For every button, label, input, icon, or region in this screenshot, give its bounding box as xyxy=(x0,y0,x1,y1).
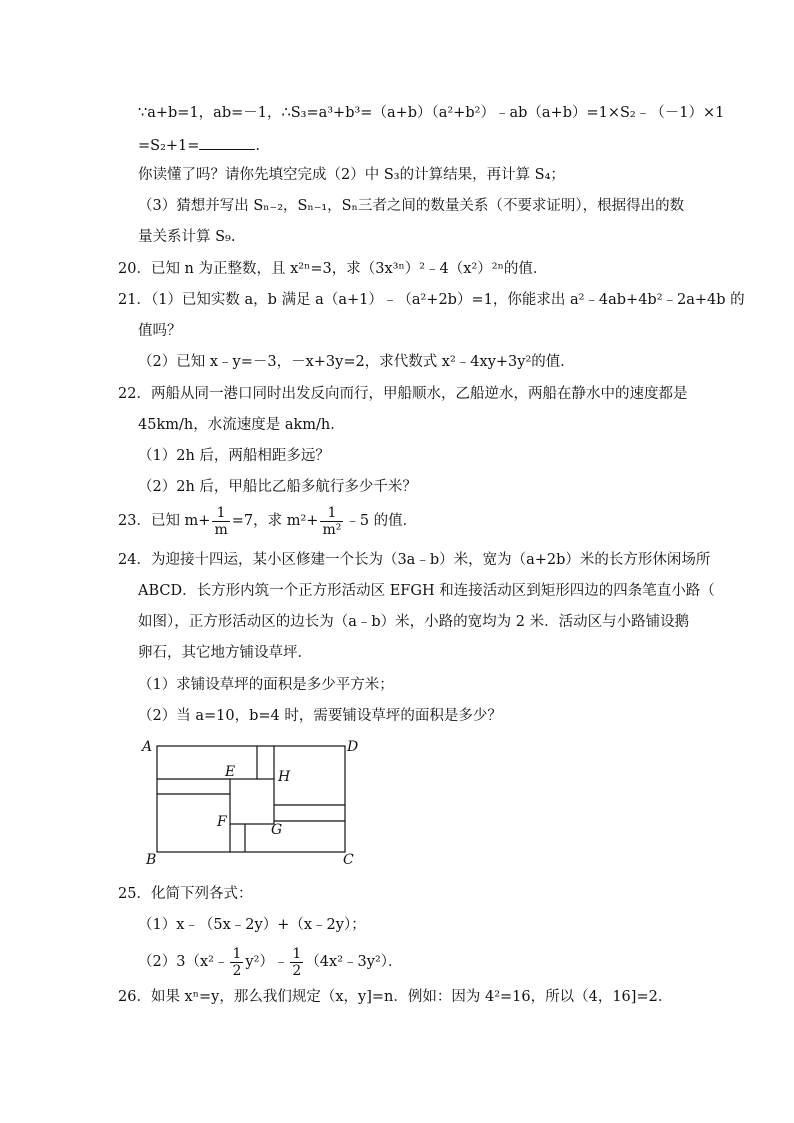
text-fragment: =7，求 m²+ xyxy=(231,513,319,529)
text-line: ∵a+b=1，ab=－1，∴S₃=a³+b³=（a+b）（a²+b²）﹣ab（a+b）=1×S₂﹣（－1）×1 xyxy=(138,105,725,121)
fraction xyxy=(212,505,229,538)
text-fragment: 23．已知 m+ xyxy=(118,513,211,529)
question-20: 20．已知 n 为正整数，且 x²ⁿ=3，求（3x³ⁿ）²﹣4（x²）²ⁿ的值． xyxy=(118,261,548,277)
text-fragment: =S₂+1= xyxy=(138,138,200,154)
text-line: 值吗？ xyxy=(138,323,182,339)
text-line xyxy=(138,135,260,155)
label-c: C xyxy=(343,852,354,868)
fraction-denominator: 2 xyxy=(292,962,302,979)
text-line: 量关系计算 S₉. xyxy=(138,229,236,245)
fraction xyxy=(320,505,343,538)
fraction xyxy=(230,946,243,979)
question-24: 24．为迎接十四运，某小区修建一个长为（3a﹣b）米，宽为（a+2b）米的长方形休闲场所 xyxy=(118,552,711,568)
question-25: 25．化简下列各式： xyxy=(118,886,253,902)
fraction-denominator: m² xyxy=(322,521,342,538)
outer-rectangle xyxy=(157,746,345,852)
text-fragment: （4x²﹣3y²）． xyxy=(305,954,403,970)
fraction-numerator: 1 xyxy=(232,945,242,962)
text-line: 45km/h，水流速度是 akm/h． xyxy=(138,417,345,433)
label-e: E xyxy=(225,764,236,780)
label-g: G xyxy=(271,822,283,838)
text-line: （1）2h 后，两船相距多远？ xyxy=(138,448,330,464)
text-line: （2）当 a=10，b=4 时，需要铺设草坪的面积是多少？ xyxy=(138,708,502,724)
rectangle-figure xyxy=(140,737,365,872)
figure-diagram xyxy=(140,737,365,872)
text-line: 你读懂了吗？请你先填空完成（2）中 S₃的计算结果，再计算 S₄； xyxy=(138,167,565,183)
fraction-denominator: m xyxy=(214,521,228,538)
label-a: A xyxy=(142,739,153,755)
text-fragment: . xyxy=(255,138,261,154)
question-21: 21．（1）已知实数 a，b 满足 a（a+1）﹣（a²+2b）=1，你能求出 a²﹣4ab+4b²﹣2a+4b 的 xyxy=(118,292,745,308)
label-b: B xyxy=(146,852,157,868)
text-line: （1）求铺设草坪的面积是多少平方米； xyxy=(138,677,394,693)
text-line: （1）x﹣（5x﹣2y）+（x﹣2y）； xyxy=(138,917,366,933)
text-line xyxy=(138,945,403,979)
text-fragment: y²）﹣ xyxy=(245,954,289,970)
label-h: H xyxy=(278,769,291,785)
text-line: 卵石，其它地方铺设草坪． xyxy=(138,645,312,661)
question-22: 22．两船从同一港口同时出发反向而行，甲船顺水，乙船逆水，两船在静水中的速度都是 xyxy=(118,386,688,402)
square-efgh xyxy=(230,779,274,824)
label-f: F xyxy=(217,814,227,830)
fraction-numerator: 1 xyxy=(327,504,337,521)
question-23 xyxy=(118,504,417,538)
text-line: （2）2h 后，甲船比乙船多航行多少千米？ xyxy=(138,479,417,495)
answer-blank[interactable] xyxy=(199,135,255,150)
fraction-denominator: 2 xyxy=(232,962,242,979)
text-fragment: ﹣5 的值． xyxy=(345,513,418,529)
text-line: （3）猜想并写出 Sₙ₋₂，Sₙ₋₁，Sₙ三者之间的数量关系（不要求证明），根据得出的数 xyxy=(138,198,685,214)
fraction-numerator: 1 xyxy=(292,945,302,962)
fraction-numerator: 1 xyxy=(216,504,226,521)
question-26: 26．如果 xⁿ=y，那么我们规定（x，y]=n．例如：因为 4²=16，所以（4，16]=2． xyxy=(118,989,673,1005)
text-line: ABCD．长方形内筑一个正方形活动区 EFGH 和连接活动区到矩形四边的四条笔直小路（ xyxy=(138,583,715,599)
text-line: 如图），正方形活动区的边长为（a﹣b）米，小路的宽均为 2 米．活动区与小路铺设鹅 xyxy=(138,614,690,630)
text-line: （2）已知 x﹣y=－3，－x+3y=2，求代数式 x²﹣4xy+3y²的值． xyxy=(138,354,575,370)
label-d: D xyxy=(347,739,359,755)
text-fragment: （2）3（x²﹣ xyxy=(138,954,229,970)
fraction xyxy=(290,946,303,979)
